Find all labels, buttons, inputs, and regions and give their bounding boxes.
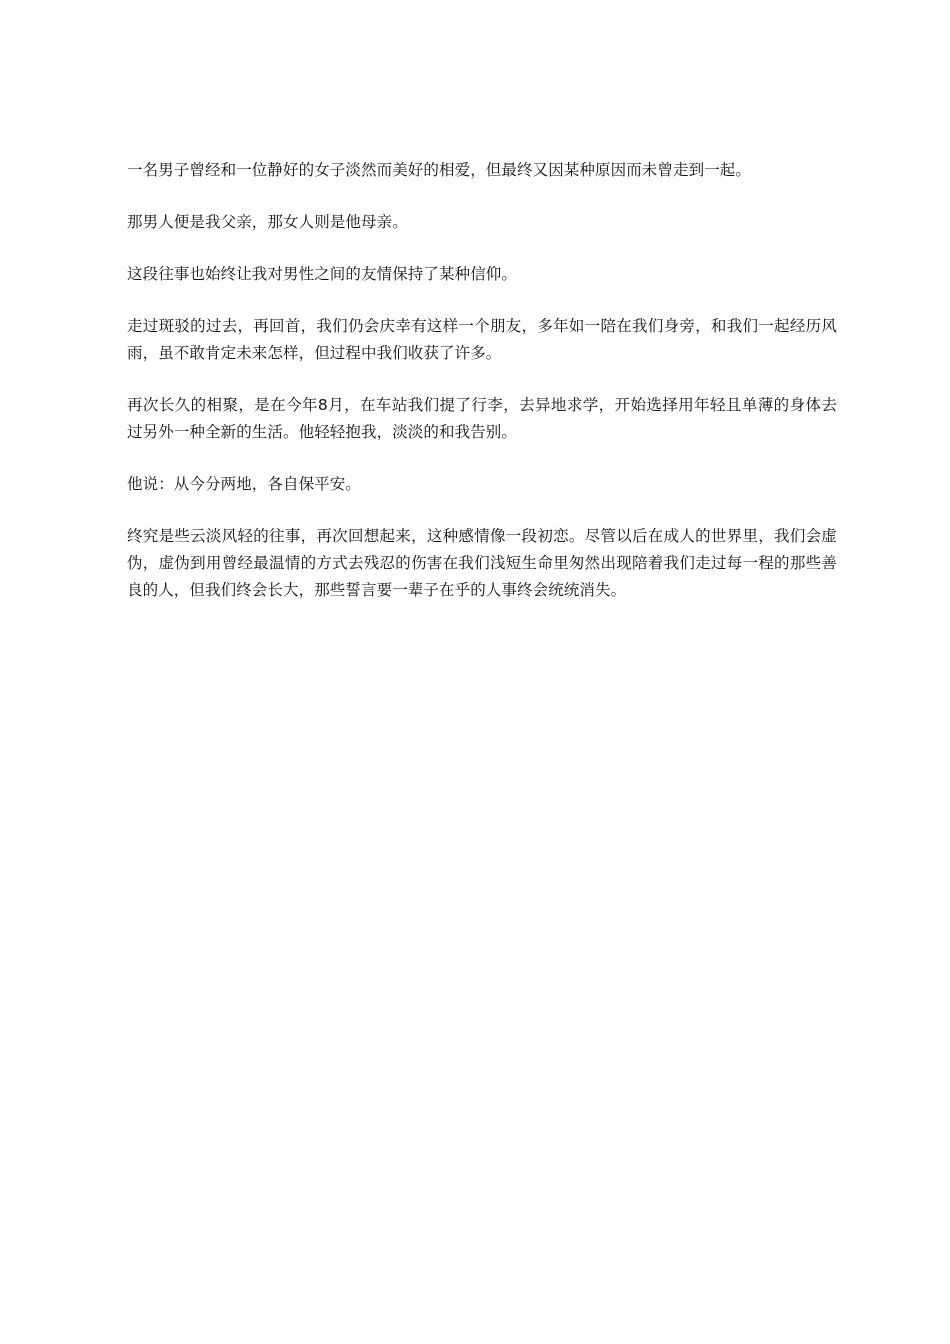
paragraph-7: 终究是些云淡风轻的往事，再次回想起来，这种感情像一段初恋。尽管以后在成人的世界里，我们会虚伪，虚伪到用曾经最温情的方式去残忍的伤害在我们浅短生命里匆然出现陪着我们走过每一程的那些善良的人，但我们终会长大，那些誓言要一辈子在乎的人事终会统统消失。 — [127, 527, 837, 599]
paragraph-3: 这段往事也始终让我对男性之间的友情保持了某种信仰。 — [127, 265, 518, 283]
paragraph-6: 他说：从今分两地，各自保平安。 — [127, 475, 362, 493]
paragraph-4: 走过斑驳的过去，再回首，我们仍会庆幸有这样一个朋友，多年如一陪在我们身旁，和我们一起经历风雨，虽不敢肯定未来怎样，但过程中我们收获了许多。 — [127, 317, 837, 362]
paragraph-1: 一名男子曾经和一位静好的女子淡然而美好的相爱，但最终又因某种原因而未曾走到一起。 — [127, 161, 752, 179]
document-body — [127, 157, 837, 629]
paragraph-5: 再次长久的相聚，是在今年8月，在车站我们提了行李，去异地求学，开始选择用年轻且单薄的身体去过另外一种全新的生活。他轻轻抱我，淡淡的和我告别。 — [127, 396, 837, 441]
paragraph-2: 那男人便是我父亲，那女人则是他母亲。 — [127, 213, 408, 231]
